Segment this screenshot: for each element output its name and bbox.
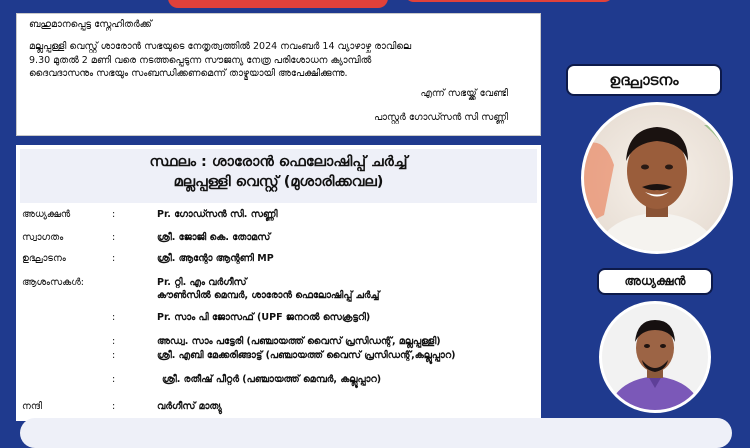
colon: : [112, 209, 116, 220]
person-name: Pr. റ്റി. എം വർഗീസ് [157, 277, 247, 288]
top-banner-tab [168, 0, 388, 8]
person-name: ശ്രീ. ജോജി കെ. തോമസ് [157, 232, 271, 243]
venue-box [20, 149, 537, 203]
letter-line: മല്ലപ്പള്ളി വെസ്റ്റ് ശാരോൻ സഭയുടെ നേതൃത്വത്തിൽ 2024 നവംബർ 14 വ്യാഴാഴ്ച രാവിലെ [29, 40, 412, 52]
person-name: വർഗീസ് മാത്യു [157, 401, 222, 412]
invitation-letter [16, 13, 541, 136]
signatory: പാസ്റ്റർ ഗോഡ്സൻ സി സണ്ണി [374, 111, 508, 123]
president-badge: അധ്യക്ഷൻ [597, 268, 713, 295]
top-banner-tab-right [404, 0, 614, 2]
colon: : [112, 232, 116, 243]
colon: : [112, 350, 116, 361]
venue-title: സ്ഥലം : ശാരോൻ ഫെലോഷിപ്പ് ചർച്ച് [149, 154, 408, 170]
person-name: ശ്രീ. എബി മേക്കരിങ്ങാട്ട് (പഞ്ചായത്ത് വൈസ് പ്രസിഡന്റ്,കല്ലൂപ്പാറ) [157, 350, 456, 361]
salutation: ബഹുമാനപ്പെട്ട സ്നേഹിതർക്ക് [29, 19, 152, 30]
letter-line: ദൈവദാസനും സഭയും സംബന്ധിക്കണമെന്ന് താഴ്മയായി അപേക്ഷിക്കുന്നു. [29, 68, 348, 80]
colon: : [112, 401, 116, 412]
role-label: ഉദ്ഘാടനം [22, 253, 66, 264]
footer-bar [20, 418, 732, 448]
colon: : [112, 312, 116, 323]
colon: : [112, 336, 116, 347]
role-label: സ്വാഗതം [22, 232, 64, 243]
programme-panel [16, 145, 541, 421]
colon: : [112, 374, 116, 385]
person-name: ശ്രീ. ആന്റോ ആന്റണി MP [157, 253, 274, 264]
president-photo [599, 301, 711, 413]
role-label: അധ്യക്ഷൻ [22, 209, 71, 220]
inaugurator-photo [581, 102, 733, 254]
inauguration-badge: ഉദ്ഘാടനം [566, 64, 722, 96]
portrait-image [602, 304, 708, 410]
letter-line: 9.30 മുതൽ 2 മണി വരെ നടത്തപ്പെടുന്ന സൗജന്യ നേത്ര പരിശോധന ക്യാമ്പിൽ [29, 54, 372, 66]
person-name: Pr. സാം പി ജോസഫ് (UPF ജനറൽ സെക്രട്ടറി) [157, 312, 371, 323]
venue-place: മല്ലപ്പള്ളി വെസ്റ്റ് (മുശാരിക്കവല) [173, 174, 384, 190]
sign-off: എന്ന് സഭയ്ക്ക് വേണ്ടി [420, 88, 508, 100]
role-label: ആശംസകൾ: [22, 277, 85, 288]
role-label: നന്ദി [22, 401, 43, 412]
person-name: അഡ്വ. സാം പട്ടേരി (പഞ്ചായത്ത് വൈസ് പ്രസിഡന്റ്, മല്ലപ്പള്ളി) [157, 336, 441, 347]
person-name: ശ്രീ. രതീഷ് പീറ്റർ (പഞ്ചായത്ത് മെമ്പർ, കല്ലൂപ്പാറ) [162, 374, 382, 385]
person-title: കൗൺസിൽ മെമ്പർ, ശാരോൻ ഫെലോഷിപ്പ് ചർച്ച് [157, 290, 380, 301]
portrait-image [584, 105, 730, 251]
letter-body [29, 40, 528, 81]
person-name: Pr. ഗോഡ്സൻ സി. സണ്ണി [157, 209, 278, 220]
colon: : [112, 253, 116, 264]
